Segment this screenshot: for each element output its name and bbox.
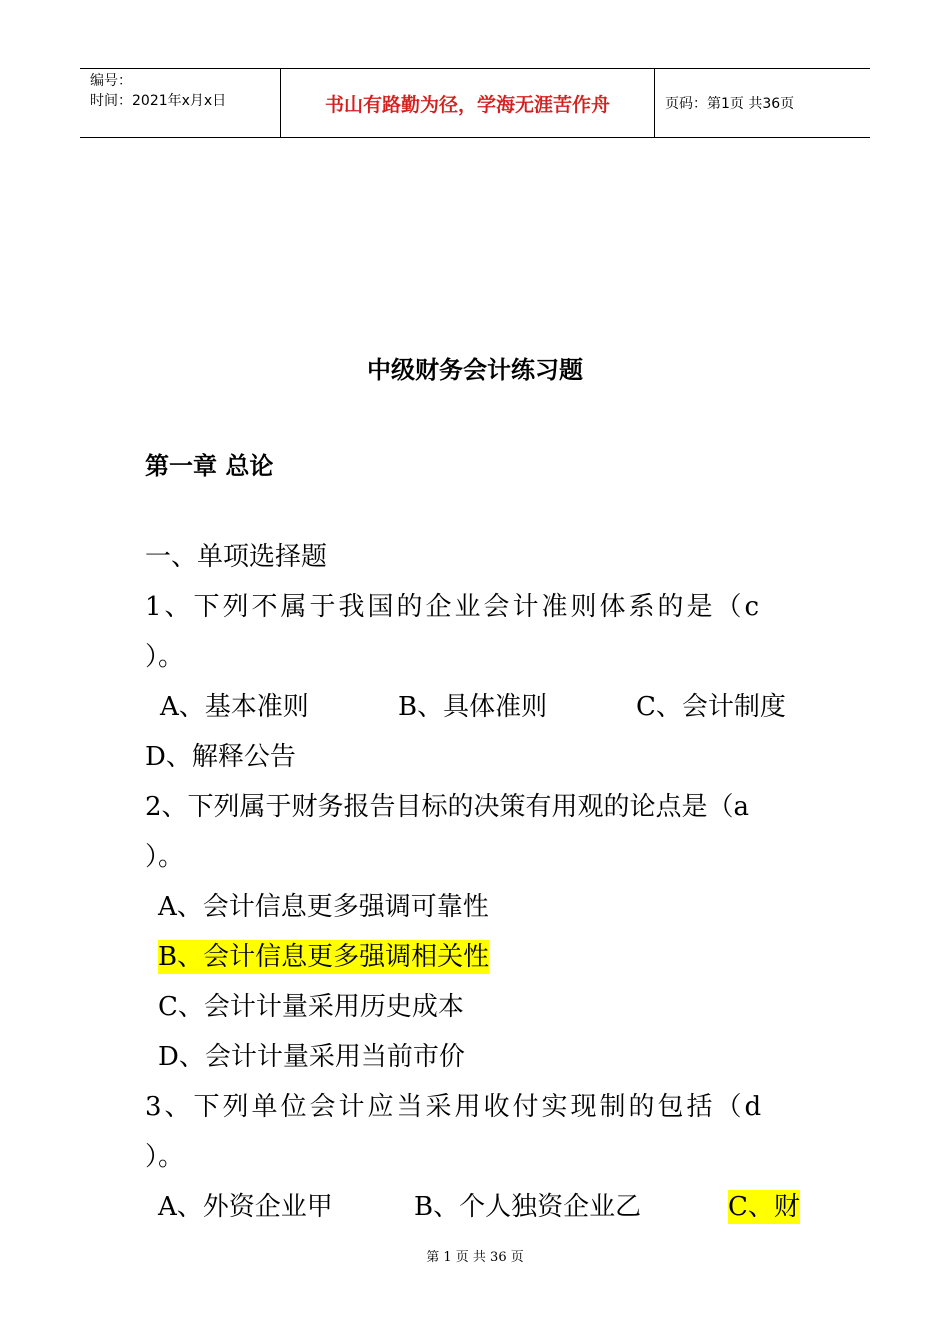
page-code: 页码：第1页 共36页 [665,96,795,112]
chapter-heading: 第一章 总论 [145,452,274,480]
q1-option-c: C、会计制度 [636,692,786,722]
document-title: 中级财务会计练习题 [367,356,583,384]
q3-stem-end: ）。 [145,1142,185,1172]
q2-option-a: A、会计信息更多强调可靠性 [158,892,489,922]
q1-option-a: A、基本准则 [160,692,309,722]
q1-option-d: D、解释公告 [145,742,296,772]
document-header [80,68,870,138]
motto-text: 书山有路勤为径，学海无涯苦作舟 [324,93,610,116]
page-footer: 第 1 页 共 36 页 [426,1250,524,1265]
header-motto-cell [281,69,655,137]
q3-option-a: A、外资企业甲 [158,1192,333,1222]
q1-stem: 1、下列不属于我国的企业会计准则体系的是（c [145,592,763,622]
q1-option-b: B、具体准则 [398,692,548,722]
q2-option-c: C、会计计量采用历史成本 [158,992,464,1022]
q2-option-d: D、会计计量采用当前市价 [158,1042,465,1072]
header-page-cell [655,69,870,137]
header-info-cell [80,69,281,137]
q3-stem: 3、下列单位会计应当采用收付实现制的包括（d [145,1092,765,1122]
q2-stem: 2、下列属于财务报告目标的决策有用观的论点是（a [145,792,750,822]
q3-option-c-highlighted: C、财 [728,1192,800,1222]
q2-stem-end: ）。 [145,842,185,872]
q1-stem-end: ）。 [145,642,185,672]
q3-option-b: B、个人独资企业乙 [414,1192,642,1222]
q2-option-b-highlighted: B、会计信息更多强调相关性 [158,942,490,972]
number-label: 编号： [90,73,132,89]
time-label: 时间：2021年x月x日 [90,93,227,109]
section-heading: 一、单项选择题 [145,542,328,572]
